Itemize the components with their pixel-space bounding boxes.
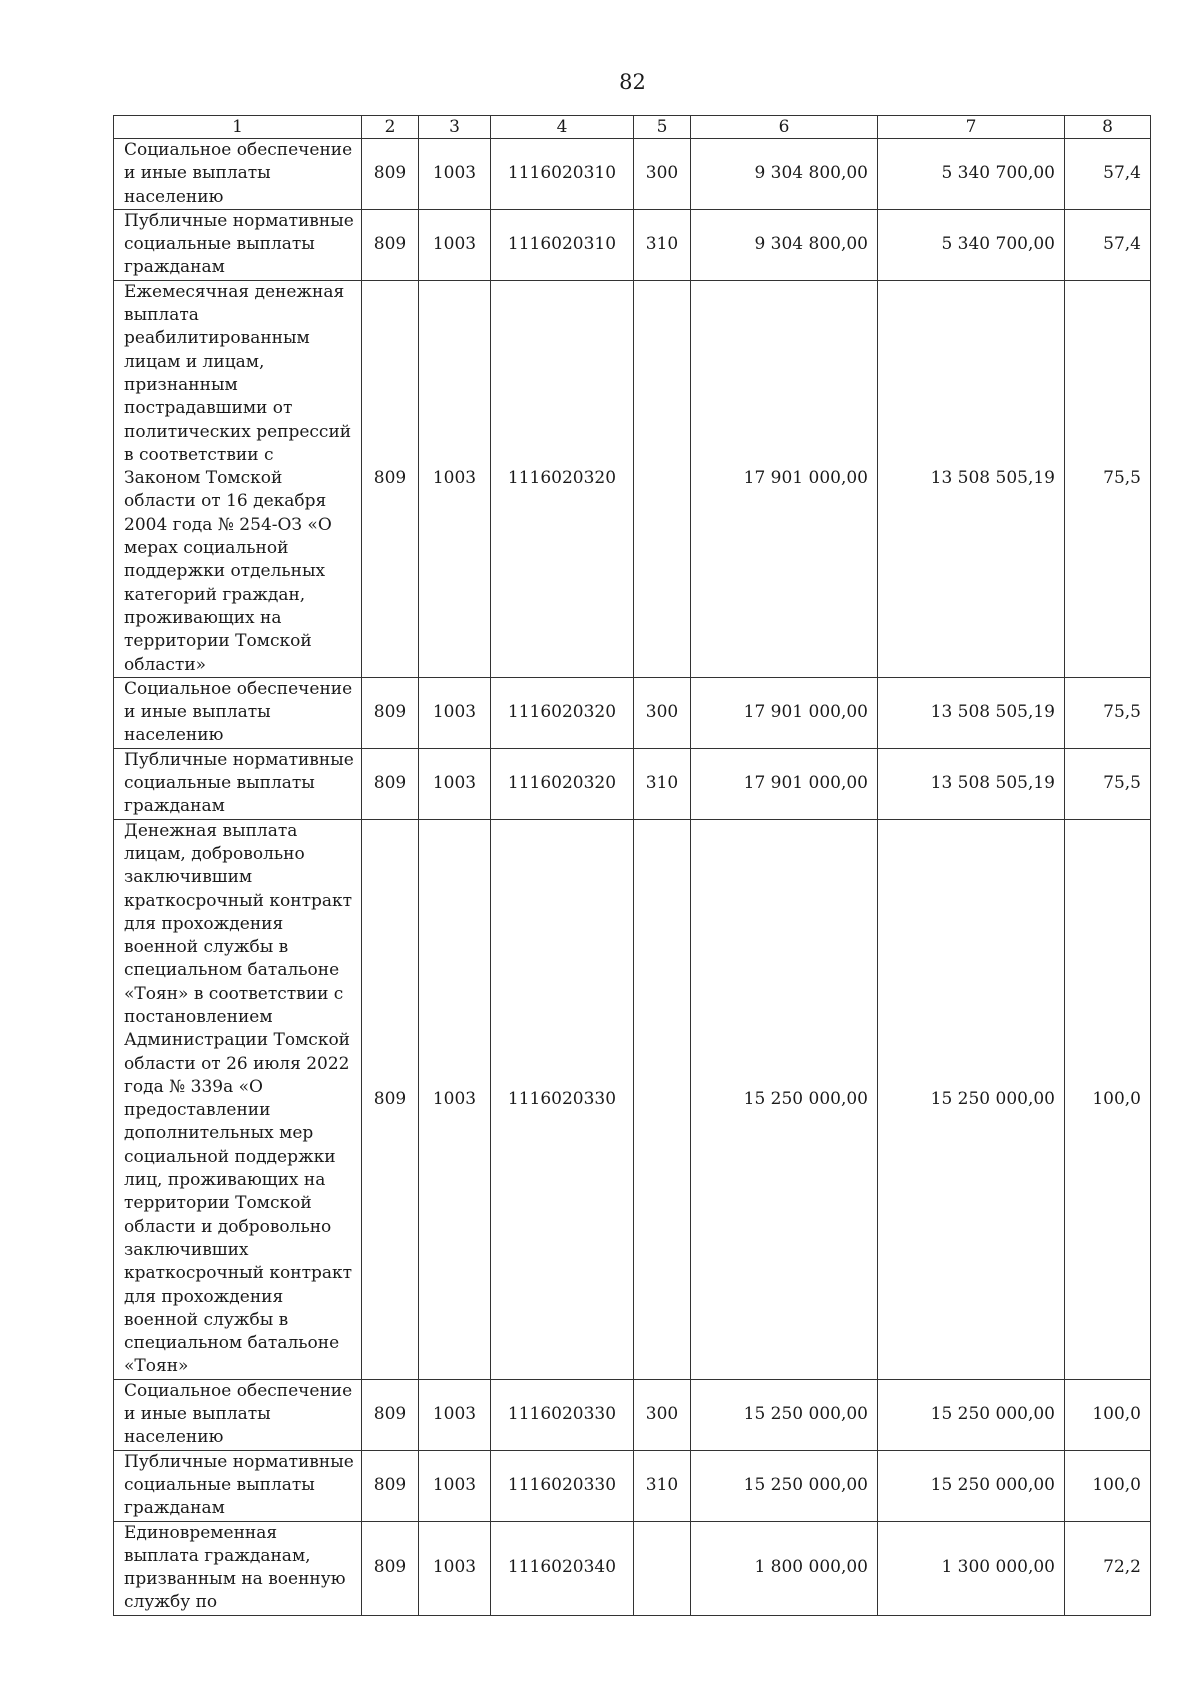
execution-percent: 100,0	[1065, 819, 1151, 1379]
target-article-code: 1116020340	[491, 1521, 634, 1615]
item-name: Публичные нормативные социальные выплаты гражданам	[114, 209, 362, 280]
execution-percent: 75,5	[1065, 280, 1151, 677]
item-name: Публичные нормативные социальные выплаты гражданам	[114, 748, 362, 819]
item-name: Социальное обеспечение и иные выплаты населению	[114, 139, 362, 210]
target-article-code: 1116020330	[491, 1379, 634, 1450]
executed-amount: 5 340 700,00	[878, 209, 1065, 280]
section-code: 1003	[419, 1379, 491, 1450]
header-cell: 3	[419, 116, 491, 139]
budget-table	[113, 115, 1151, 1616]
execution-percent: 57,4	[1065, 139, 1151, 210]
planned-amount: 15 250 000,00	[691, 1450, 878, 1521]
header-cell: 8	[1065, 116, 1151, 139]
planned-amount: 17 901 000,00	[691, 677, 878, 748]
executed-amount: 15 250 000,00	[878, 819, 1065, 1379]
ministry-code: 809	[362, 209, 419, 280]
target-article-code: 1116020310	[491, 209, 634, 280]
item-name: Социальное обеспечение и иные выплаты населению	[114, 1379, 362, 1450]
expense-type-code	[634, 1521, 691, 1615]
expense-type-code: 310	[634, 209, 691, 280]
ministry-code: 809	[362, 1450, 419, 1521]
target-article-code: 1116020320	[491, 280, 634, 677]
table-row	[114, 1379, 1151, 1450]
section-code: 1003	[419, 139, 491, 210]
execution-percent: 57,4	[1065, 209, 1151, 280]
expense-type-code: 300	[634, 677, 691, 748]
executed-amount: 15 250 000,00	[878, 1450, 1065, 1521]
executed-amount: 1 300 000,00	[878, 1521, 1065, 1615]
executed-amount: 13 508 505,19	[878, 280, 1065, 677]
header-cell: 1	[114, 116, 362, 139]
expense-type-code: 300	[634, 1379, 691, 1450]
section-code: 1003	[419, 748, 491, 819]
target-article-code: 1116020310	[491, 139, 634, 210]
planned-amount: 15 250 000,00	[691, 1379, 878, 1450]
item-name: Ежемесячная денежная выплата реабилитированным лицам и лицам, признанным пострадавшими от политических репрессий в соответствии с Законом Томской области от 16 декабря 2004 года № 254-ОЗ «О мерах социальной поддержки отдельных категорий граждан, проживающих на территории Томской области»	[114, 280, 362, 677]
planned-amount: 17 901 000,00	[691, 748, 878, 819]
section-code: 1003	[419, 819, 491, 1379]
execution-percent: 100,0	[1065, 1450, 1151, 1521]
table-row	[114, 748, 1151, 819]
header-cell: 6	[691, 116, 878, 139]
execution-percent: 75,5	[1065, 748, 1151, 819]
target-article-code: 1116020320	[491, 677, 634, 748]
section-code: 1003	[419, 280, 491, 677]
ministry-code: 809	[362, 748, 419, 819]
table-row	[114, 209, 1151, 280]
item-name: Публичные нормативные социальные выплаты гражданам	[114, 1450, 362, 1521]
planned-amount: 15 250 000,00	[691, 819, 878, 1379]
executed-amount: 15 250 000,00	[878, 1379, 1065, 1450]
expense-type-code	[634, 819, 691, 1379]
expense-type-code	[634, 280, 691, 677]
ministry-code: 809	[362, 1521, 419, 1615]
planned-amount: 9 304 800,00	[691, 209, 878, 280]
table-row	[114, 1450, 1151, 1521]
execution-percent: 75,5	[1065, 677, 1151, 748]
item-name: Единовременная выплата гражданам, призванным на военную службу по	[114, 1521, 362, 1615]
section-code: 1003	[419, 677, 491, 748]
ministry-code: 809	[362, 819, 419, 1379]
section-code: 1003	[419, 1521, 491, 1615]
item-name: Социальное обеспечение и иные выплаты населению	[114, 677, 362, 748]
executed-amount: 5 340 700,00	[878, 139, 1065, 210]
table-row	[114, 677, 1151, 748]
ministry-code: 809	[362, 677, 419, 748]
section-code: 1003	[419, 209, 491, 280]
ministry-code: 809	[362, 139, 419, 210]
expense-type-code: 300	[634, 139, 691, 210]
page-number: 82	[619, 70, 646, 94]
table-row	[114, 139, 1151, 210]
executed-amount: 13 508 505,19	[878, 677, 1065, 748]
planned-amount: 17 901 000,00	[691, 280, 878, 677]
execution-percent: 72,2	[1065, 1521, 1151, 1615]
table-row	[114, 1521, 1151, 1615]
header-cell: 7	[878, 116, 1065, 139]
header-row	[114, 116, 1151, 139]
ministry-code: 809	[362, 1379, 419, 1450]
planned-amount: 9 304 800,00	[691, 139, 878, 210]
header-cell: 2	[362, 116, 419, 139]
target-article-code: 1116020320	[491, 748, 634, 819]
table-row	[114, 280, 1151, 677]
execution-percent: 100,0	[1065, 1379, 1151, 1450]
section-code: 1003	[419, 1450, 491, 1521]
expense-type-code: 310	[634, 1450, 691, 1521]
target-article-code: 1116020330	[491, 1450, 634, 1521]
item-name: Денежная выплата лицам, добровольно заключившим краткосрочный контракт для прохождения военной службы в специальном батальоне «Тоян» в соответствии с постановлением Администрации Томской области от 26 июля 2022 года № 339а «О предоставлении дополнительных мер социальной поддержки лиц, проживающих на территории Томской области и добровольно заключивших краткосрочный контракт для прохождения военной службы в специальном батальоне «Тоян»	[114, 819, 362, 1379]
planned-amount: 1 800 000,00	[691, 1521, 878, 1615]
target-article-code: 1116020330	[491, 819, 634, 1379]
executed-amount: 13 508 505,19	[878, 748, 1065, 819]
ministry-code: 809	[362, 280, 419, 677]
expense-type-code: 310	[634, 748, 691, 819]
header-cell: 5	[634, 116, 691, 139]
table-row	[114, 819, 1151, 1379]
header-cell: 4	[491, 116, 634, 139]
